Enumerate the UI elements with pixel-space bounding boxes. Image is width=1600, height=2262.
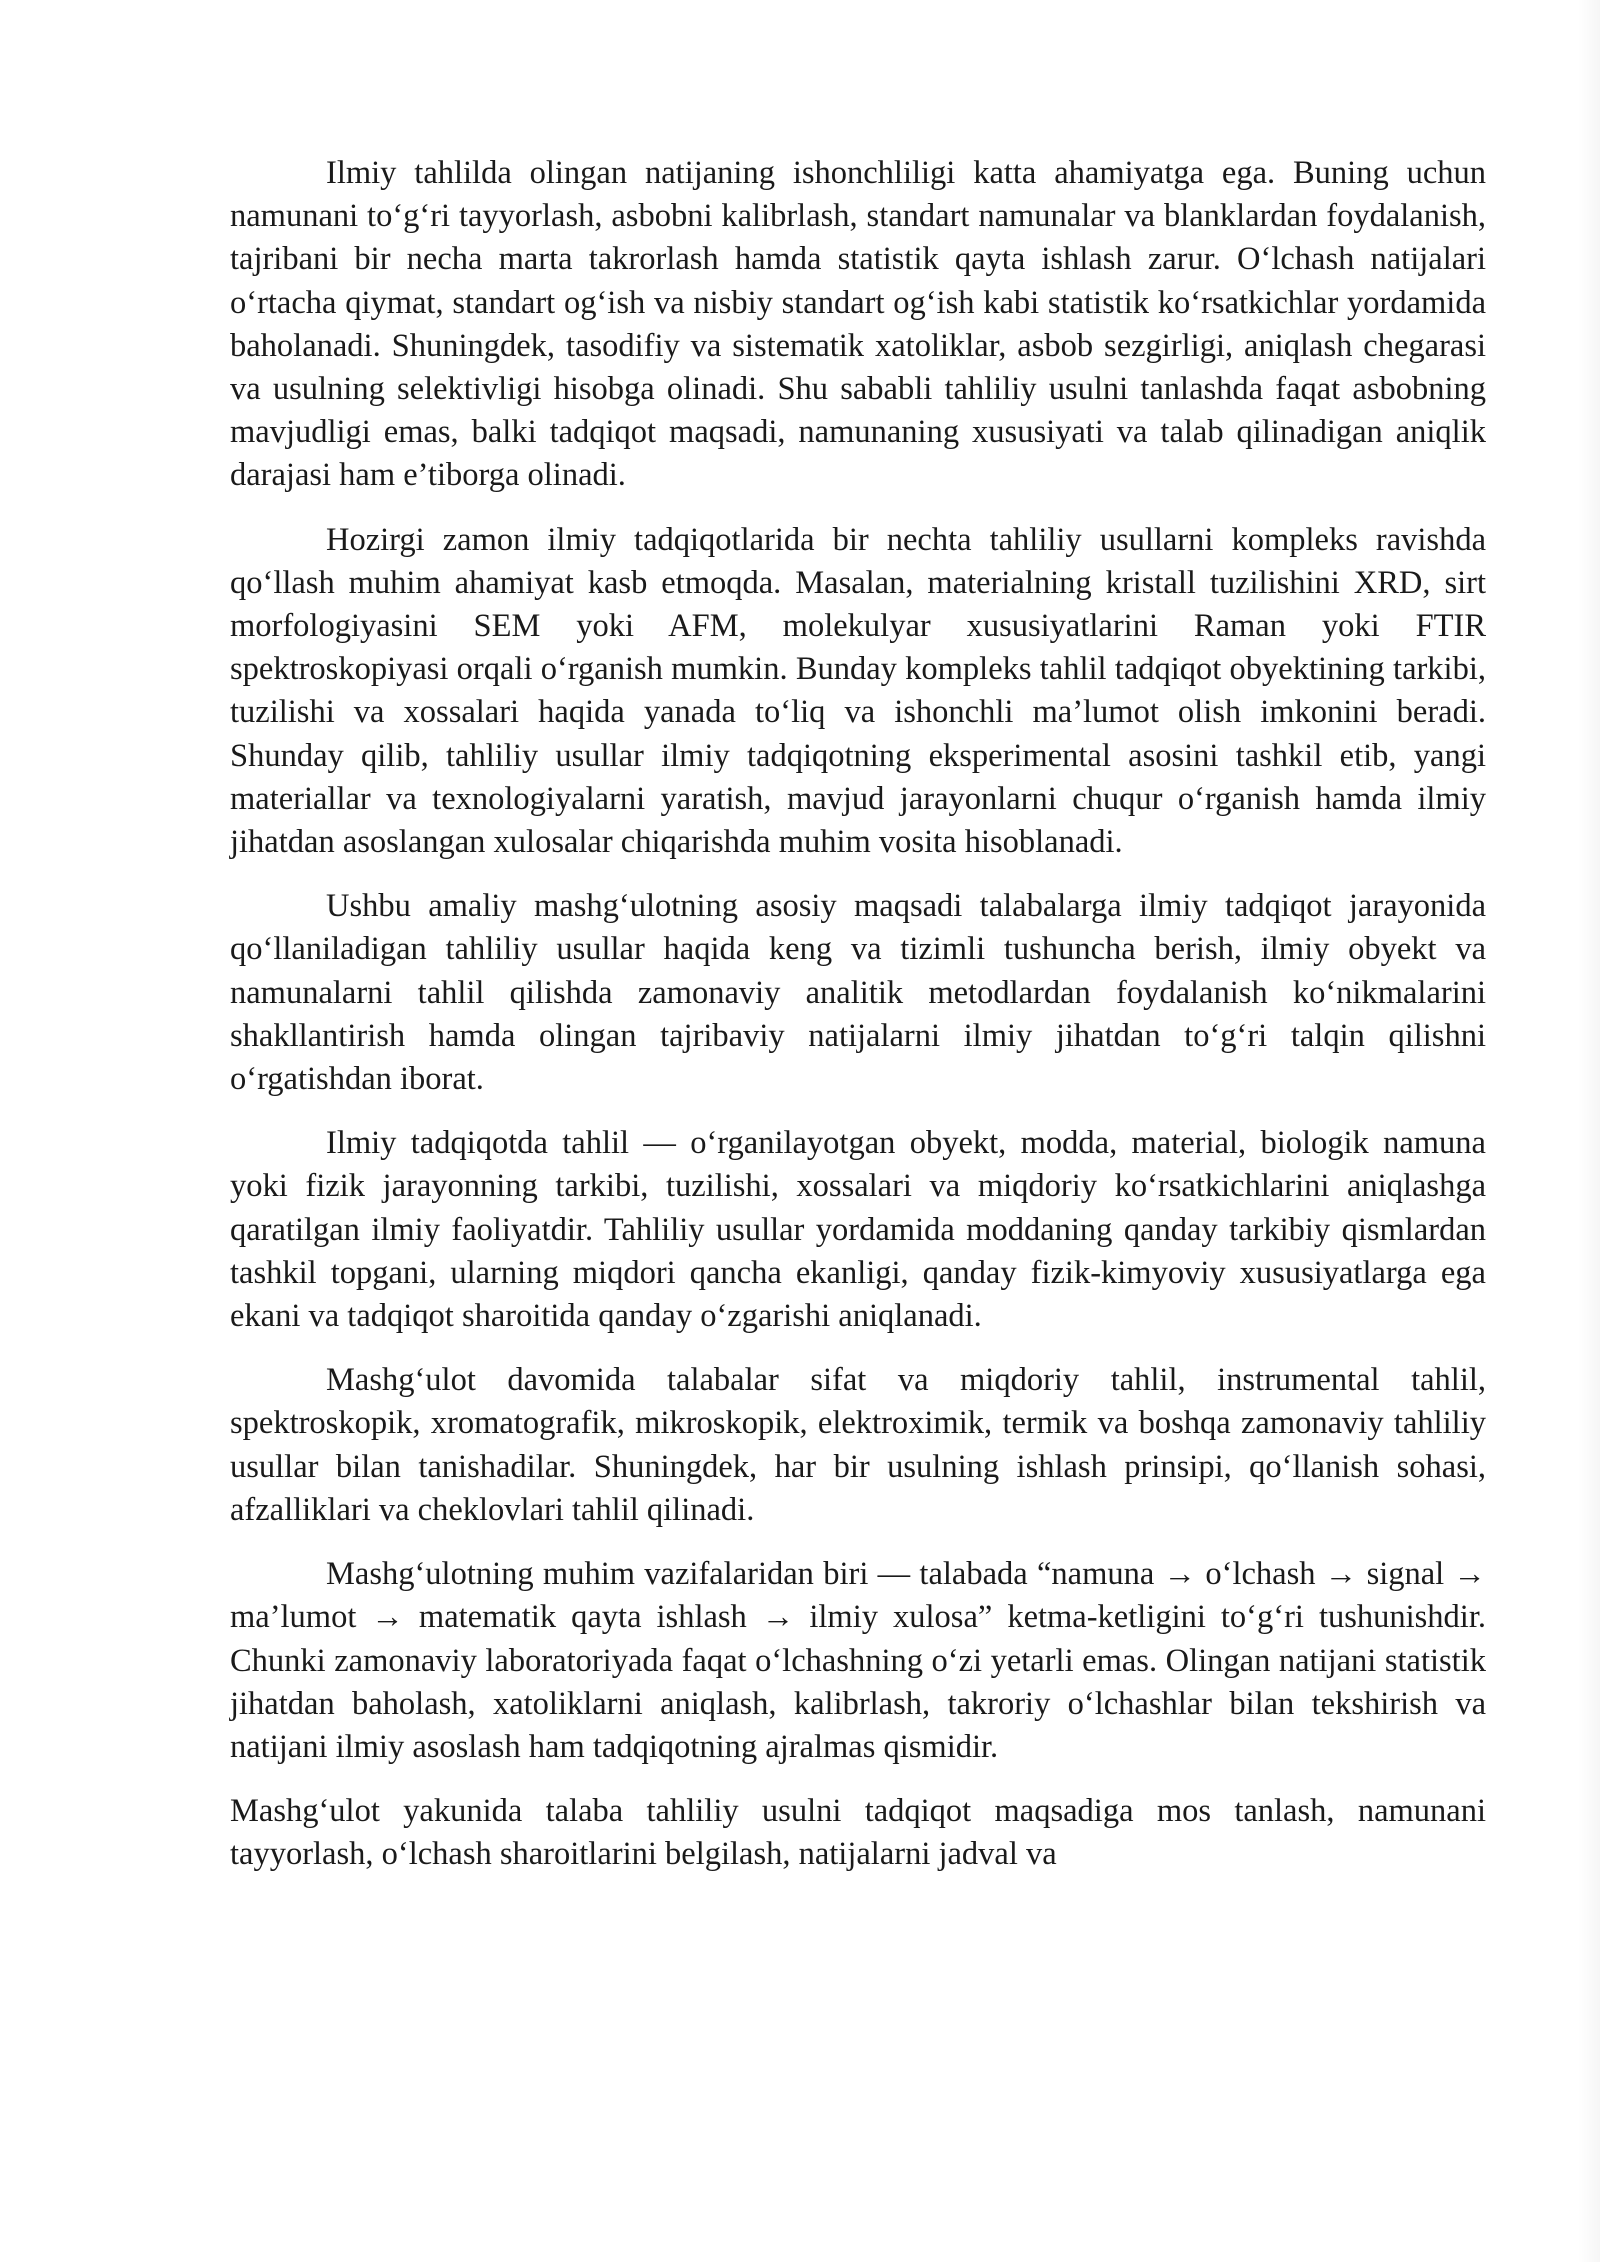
document-body <box>230 152 1486 1877</box>
paragraph-analysis-definition: Ilmiy tadqiqotda tahlil — o‘rganilayotgan obyekt, modda, material, biologik namuna yoki fizik jarayonning tarkibi, tuzilishi, xossalari va miqdoriy ko‘rsatkichlarini aniqlashga qaratilgan ilmiy faoliyatdir. Tahliliy usullar yordamida moddaning qanday tarkibiy qismlardan tashkil topgani, ularning miqdori qancha ekanligi, qanday fizik-kimyoviy xususiyatlarga ega ekani va tadqiqot sharoitida qanday o‘zgarishi aniqlanadi. <box>230 1125 1486 1335</box>
paragraph-methods-overview: Mashg‘ulot davomida talabalar sifat va miqdoriy tahlil, instrumental tahlil, spektroskopik, xromatografik, mikroskopik, elektroximik, termik va boshqa zamonaviy tahliliy usullar bilan tanishadilar. Shuningdek, har bir usulning ishlash prinsipi, qo‘llanish sohasi, afzalliklari va cheklovlari tahlil qilinadi. <box>230 1362 1486 1528</box>
paragraph-lesson-goal: Ushbu amaliy mashg‘ulotning asosiy maqsadi talabalarga ilmiy tadqiqot jarayonida qo‘llaniladigan tahliliy usullar haqida keng va tizimli tushuncha berish, ilmiy obyekt va namunalarni tahlil qilishda zamonaviy analitik metodlardan foydalanish ko‘nikmalarini shakllantirish hamda olingan tajribaviy natijalarni ilmiy jihatdan to‘g‘ri talqin qilishni o‘rgatishdan iborat. <box>230 888 1486 1098</box>
paragraph-lesson-outcome: Mashg‘ulot yakunida talaba tahliliy usulni tadqiqot maqsadiga mos tanlash, namunani tayyorlash, o‘lchash sharoitlarini belgilash, natijalarni jadval va <box>230 1793 1486 1873</box>
paragraph-key-task: Mashg‘ulotning muhim vazifalaridan biri — talabada “namuna → o‘lchash → signal → ma’lumot → matematik qayta ishlash → ilmiy xulosa” ketma-ketligini to‘g‘ri tushunishdir. Chunki zamonaviy laboratoriyada faqat o‘lchashning o‘zi yetarli emas. Olingan natijani statistik jihatdan baholash, xatoliklarni aniqlash, kalibrlash, takroriy o‘lchashlar bilan tekshirish va natijani ilmiy asoslash ham tadqiqotning ajralmas qismidir. <box>230 1556 1486 1765</box>
paragraph-reliability: Ilmiy tahlilda olingan natijaning ishonchliligi katta ahamiyatga ega. Buning uchun namunani to‘g‘ri tayyorlash, asbobni kalibrlash, standart namunalar va blanklardan foydalanish, tajribani bir necha marta takrorlash hamda statistik qayta ishlash zarur. O‘lchash natijalari o‘rtacha qiymat, standart og‘ish va nisbiy standart og‘ish kabi statistik ko‘rsatkichlar yordamida baholanadi. Shuningdek, tasodifiy va sistematik xatoliklar, asbob sezgirligi, aniqlash chegarasi va usulning selektivligi hisobga olinadi. Shu sababli tahliliy usulni tanlashda faqat asbobning mavjudligi emas, balki tadqiqot maqsadi, namunaning xususiyati va talab qilinadigan aniqlik darajasi ham e’tiborga olinadi. <box>230 155 1486 494</box>
paragraph-complex-analysis: Hozirgi zamon ilmiy tadqiqotlarida bir nechta tahliliy usullarni kompleks ravishda qo‘llash muhim ahamiyat kasb etmoqda. Masalan, materialning kristall tuzilishini XRD, sirt morfologiyasini SEM yoki AFM, molekulyar xususiyatlarini Raman yoki FTIR spektroskopiyasi orqali o‘rganish mumkin. Bunday kompleks tahlil tadqiqot obyektining tarkibi, tuzilishi va xossalari haqida yanada to‘liq va ishonchli ma’lumot olish imkonini beradi. Shunday qilib, tahliliy usullar ilmiy tadqiqotning eksperimental asosini tashkil etib, yangi materiallar va texnologiyalarni yaratish, mavjud jarayonlarni chuqur o‘rganish hamda ilmiy jihatdan asoslangan xulosalar chiqarishda muhim vosita hisoblanadi. <box>230 521 1486 861</box>
page-edge-shadow <box>1578 0 1600 2262</box>
